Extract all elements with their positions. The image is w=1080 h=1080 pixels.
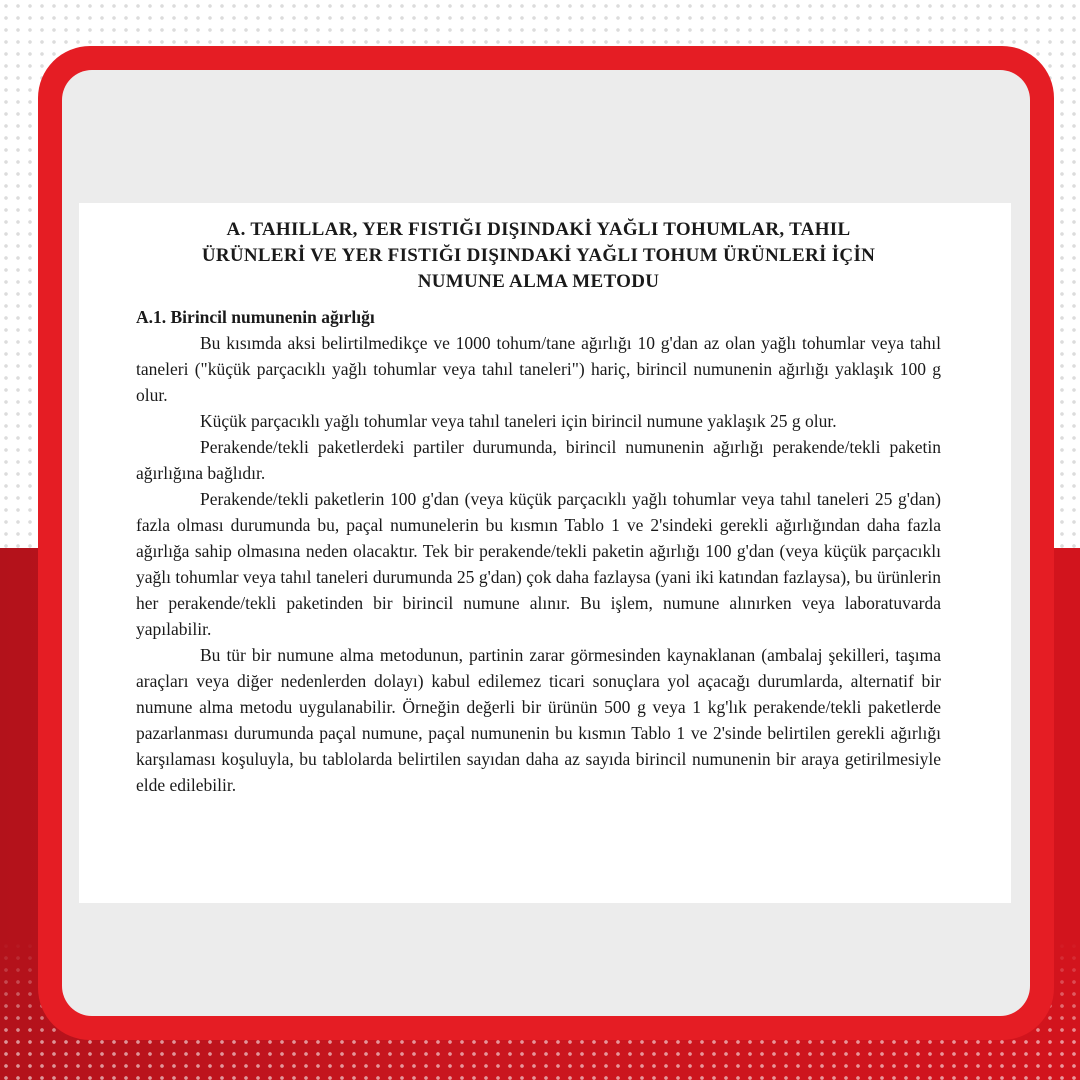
paragraph: Bu kısımda aksi belirtilmedikçe ve 1000 tohum/tane ağırlığı 10 g'dan az olan yağlı tohumlar veya tahıl taneleri ("küçük parçacıklı yağlı tohumlar veya tahıl taneleri") hariç, birincil numunenin ağırlığı yaklaşık 100 g olur. (136, 333, 941, 405)
document-scan (79, 203, 1011, 903)
paragraph: Küçük parçacıklı yağlı tohumlar veya tahıl taneleri için birincil numune yaklaşık 25 g olur. (200, 411, 837, 431)
section-heading: A.1. Birincil numunenin ağırlığı (136, 307, 375, 327)
document-title: A. TAHILLAR, YER FISTIĞI DIŞINDAKİ YAĞLI TOHUMLAR, TAHIL ÜRÜNLERİ VE YER FISTIĞI DIŞINDAKİ YAĞLI TOHUM ÜRÜNLERİ İÇİN NUMUNE ALMA METODU (201, 219, 876, 292)
paragraph: Perakende/tekli paketlerdeki partiler durumunda, birincil numunenin ağırlığı perakende/tekli paketin ağırlığına bağlıdır. (136, 437, 941, 483)
cut-off-line (136, 798, 941, 808)
paragraph: Perakende/tekli paketlerin 100 g'dan (veya küçük parçacıklı yağlı tohumlar veya tahıl taneleri 25 g'dan) fazla olması durumunda bu, paçal numunelerin bu kısmın Tablo 1 ve 2'sindeki gerekli ağırlığından daha fazla ağırlığa sahip olmasına neden olacaktır. Tek bir perakende/tekli paketin ağırlığı 100 g'dan (veya küçük parçacıklı yağlı tohumlar veya tahıl taneleri durumunda 25 g'dan) çok daha fazlaysa (yani iki katından fazlaysa), bu ürünlerin her perakende/tekli paketinden bir birincil numune alınır. Bu işlem, numune alınırken veya laboratuvarda yapılabilir. (136, 489, 941, 639)
paragraph: Bu tür bir numune alma metodunun, partinin zarar görmesinden kaynaklanan (ambalaj şekilleri, taşıma araçları veya diğer nedenlerden dolayı) kabul edilemez ticari sonuçlara yol açacağı durumlarda, alternatif bir numune alma metodu uygulanabilir. Örneğin değerli bir ürünün 500 g veya 1 kg'lık perakende/tekli paketlerde pazarlanması durumunda paçal numune, paçal numunenin bu kısmın Tablo 1 ve 2'sinde belirtilen gerekli ağırlığı karşılaması koşuluyla, bu tablolarda belirtilen sayıdan daha az sayıda birincil numunenin bir araya getirilmesiyle elde edilebilir. (136, 645, 941, 795)
